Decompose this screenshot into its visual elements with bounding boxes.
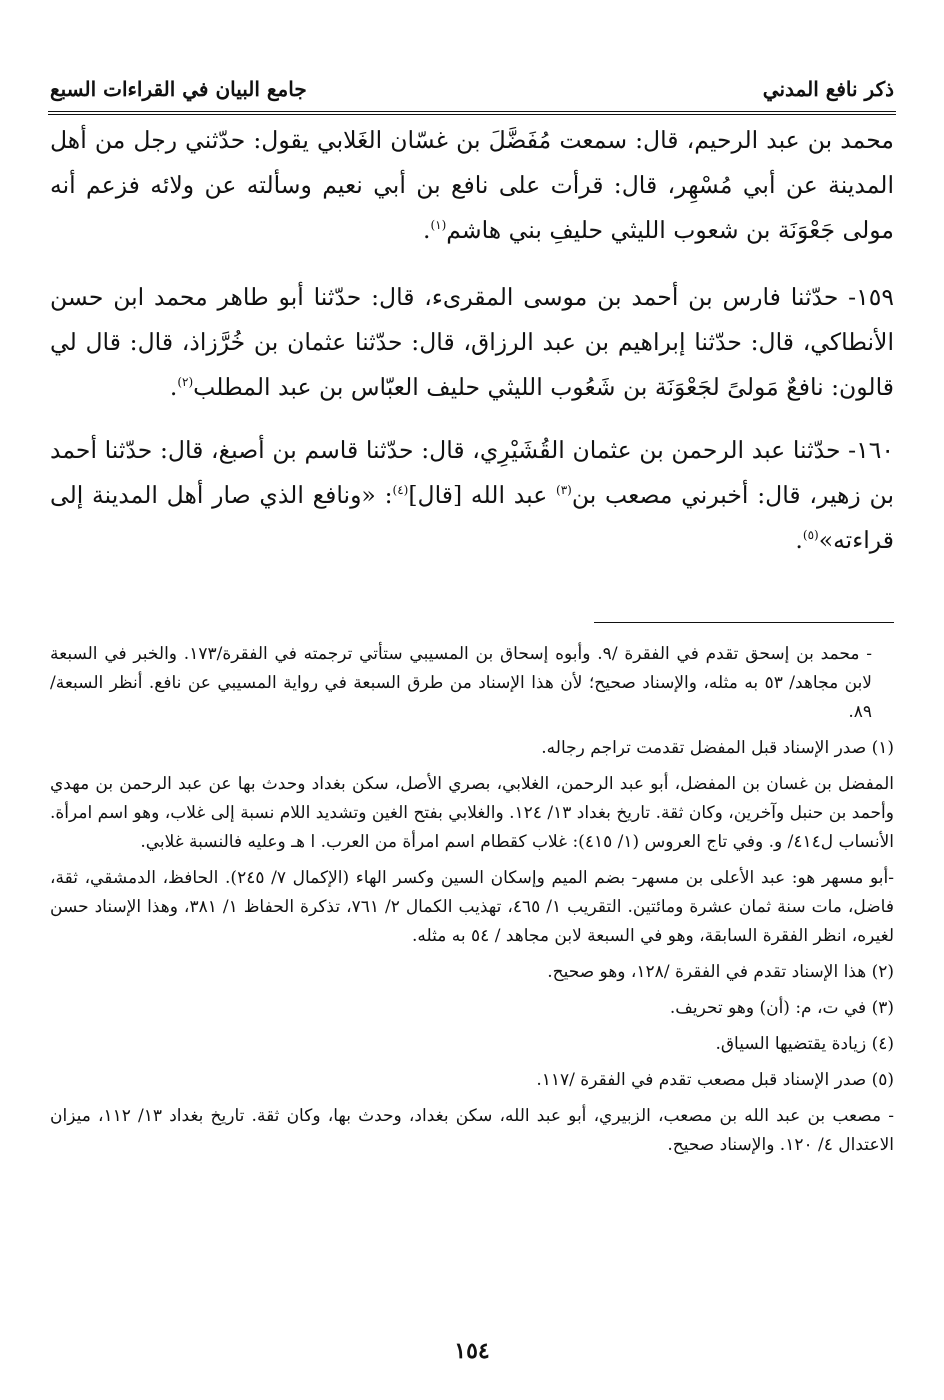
footnote-5-detail: - مصعب بن عبد الله بن مصعب، الزبيري، أبو عبد الله، سكن بغداد، وحدث بها، وكان ثقة. تاريخ بغداد ١٣/ ١١٢، ميزان الاعتدال ٤/ ١٢٠. والإسناد صحيح. xyxy=(50,1106,894,1155)
main-text xyxy=(50,118,894,581)
footnote-1-detail-b: -أبو مسهر هو: عبد الأعلى بن مسهر- بضم الميم وإسكان السين وكسر الهاء (الإكمال ٧/ ٢٤٥). الحافظ، الدمشقي، ثقة، فاضل، مات سنة ثمان عشرة ومائتين. التقريب ١/ ٤٦٥، تهذيب الكمال ٢/ ٧٦١، تذكرة الحفاظ ١/ ٣٨١، وهذا الإسناد حسن لغيره، انظر الفقرة السابقة، وهو في السبعة لابن مجاهد / ٥٤ به مثله. xyxy=(50,868,894,946)
paragraph-159-end: . xyxy=(169,373,178,401)
paragraph-160-end: . xyxy=(795,526,803,554)
footnote-ref-3: (٣) xyxy=(556,483,572,498)
footnote-5: (٥) صدر الإسناد قبل مصعب تقدم في الفقرة /١١٧. xyxy=(536,1070,894,1090)
footnote-separator xyxy=(594,622,894,623)
footnote-ref-5: (٥) xyxy=(802,528,819,543)
paragraph-159-text: ١٥٩- حدّثنا فارس بن أحمد بن موسى المقرىء، قال: حدّثنا أبو طاهر محمد ابن حسن الأنطاكي، قال: حدّثنا إبراهيم بن عبد الرزاق، قال: حدّثنا عثمان بن خُرَّزاذ، قال: قال لي قالون: نافعٌ مَولىً لجَعْوَنَة بن شَعُوب الليثي حليف العبّاس بن عبد المطلب xyxy=(50,283,894,401)
page-number: ١٥٤ xyxy=(454,1338,490,1364)
footnote-ref-2: (٢) xyxy=(177,375,194,390)
footnote-ref-1: (١) xyxy=(430,218,447,233)
footnote-2: (٢) هذا الإسناد تقدم في الفقرة /١٢٨، وهو صحيح. xyxy=(547,962,894,982)
header-rule xyxy=(48,111,896,115)
paragraph-159 xyxy=(50,275,894,410)
footnote-4: (٤) زيادة يقتضيها السياق. xyxy=(715,1034,894,1054)
chapter-title: ذكر نافع المدني xyxy=(762,77,894,101)
paragraph-160-text-a: ١٦٠- حدّثنا عبد الرحمن بن عثمان القُشَيْرِي، قال: حدّثنا قاسم بن أصبغ، قال: حدّثنا أحمد بن زهير، قال: أخبرني مصعب بن xyxy=(50,436,894,509)
paragraph-1-text: محمد بن عبد الرحيم، قال: سمعت مُفَضَّلَ بن غسّان الغَلابي يقول: حدّثني رجل من أهل المدينة عن أبي مُسْهِر، قال: قرأت على نافع بن أبي نعيم وسألته عن ولائه فزعم أنه مولى جَعْوَنَة بن شعوب الليثي حليفِ بني هاشم xyxy=(50,126,894,244)
footnote-continued: - محمد بن إسحق تقدم في الفقرة /٩. وأبوه إسحاق بن المسيبي ستأتي ترجمته في الفقرة/١٧٣. والخبر في السبعة لابن مجاهد/ ٥٣ به مثله، والإسناد صحيح؛ لأن هذا الإسناد من طرق السبعة في رواية المسيبي عن نافع. أنظر السبعة/٨٩. xyxy=(50,644,872,722)
running-header xyxy=(50,72,894,106)
book-title: جامع البيان في القراءات السبع xyxy=(50,77,307,101)
footnote-1: (١) صدر الإسناد قبل المفضل تقدمت تراجم رجاله. xyxy=(541,738,894,758)
paragraph-160-text-b: عبد الله [قال] xyxy=(408,481,556,509)
footnote-1-detail-a: المفضل بن غسان بن المفضل، أبو عبد الرحمن، الغلابي، بصري الأصل، سكن بغداد وحدث بها عن عبد الرحمن بن مهدي وأحمد بن حنبل وآخرين، وكان ثقة. تاريخ بغداد ١٣/ ١٢٤. والغلابي بفتح الغين وتشديد اللام نسبة إلى غلاب، وهو اسم امرأة. الأنساب ل٤١٤/ و. وفي تاج العروس (١/ ٤١٥): غلاب كقطام اسم امرأة من العرب. ا هـ وعليه فالنسبة غلابي. xyxy=(50,774,894,852)
paragraph-1-end: . xyxy=(422,216,431,244)
paragraph-1 xyxy=(50,118,894,253)
footnote-3: (٣) في ت، م: (أن) وهو تحريف. xyxy=(669,998,894,1018)
paragraph-160-text-c: : «ونافع الذي صار أهل المدينة إلى قراءته» xyxy=(50,481,894,554)
footnote-ref-4: (٤) xyxy=(392,483,409,498)
footnotes xyxy=(50,640,894,1167)
paragraph-160 xyxy=(50,428,894,563)
